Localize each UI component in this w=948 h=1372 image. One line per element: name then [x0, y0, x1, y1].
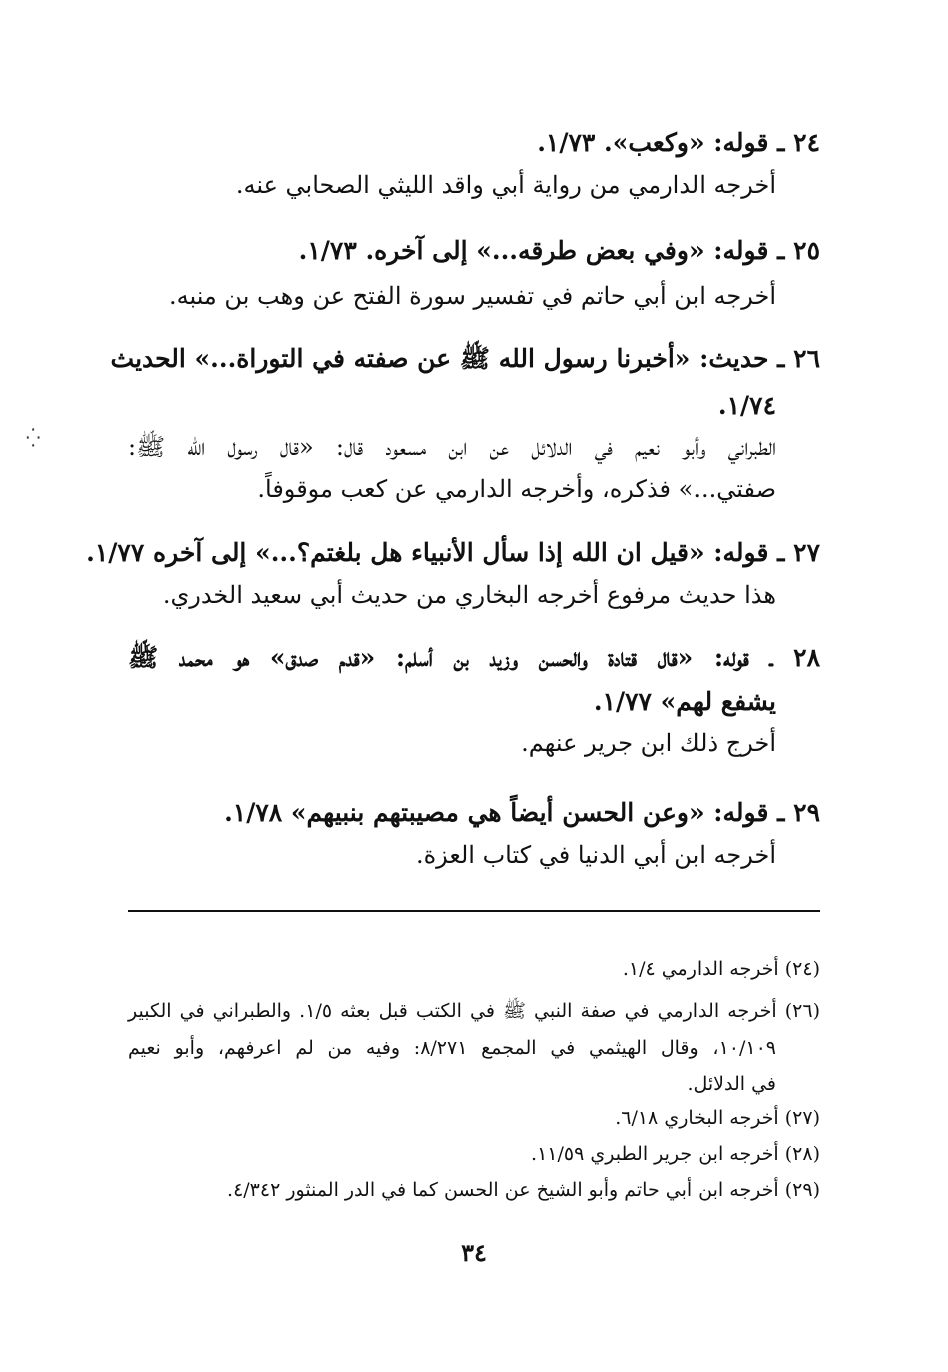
footnote-24: (٢٤) أخرجه الدارمي ١/٤.	[622, 958, 820, 980]
entry-27-text: هذا حديث مرفوع أخرجه البخاري من حديث أبي سعيد الخدري.	[162, 581, 776, 609]
entry-26-text-line-1: الطبراني وأبو نعيم في الدلائل عن ابن مسعود قال: «قال رسول الله ﷺ:	[128, 433, 776, 461]
entry-26-text-line-2: صفتي...» فذكره، وأخرجه الدارمي عن كعب موقوفاً.	[257, 475, 776, 503]
entry-28-heading: ٢٨ ـ قوله: «قال قتادة والحسن وزيد بن أسلم: «قدم صدق» هو محمد ﷺ	[128, 643, 820, 672]
footnote-26-line-3: في الدلائل.	[687, 1073, 776, 1095]
footnote-separator	[128, 910, 820, 912]
entry-25-text: أخرجه ابن أبي حاتم في تفسير سورة الفتح عن وهب بن منبه.	[168, 282, 776, 310]
footnote-26-line-1: (٢٦) أخرجه الدارمي في صفة النبي ﷺ في الكتب قبل بعثه ١/٥. والطبراني في الكبير	[128, 1000, 820, 1022]
entry-28-heading-cont: يشفع لهم» ١/٧٧.	[593, 687, 776, 716]
entry-24-heading: ٢٤ ـ قوله: «وكعب». ١/٧٣.	[537, 128, 820, 157]
footnote-29: (٢٩) أخرجه ابن أبي حاتم وأبو الشيخ عن الحسن كما في الدر المنثور ٤/٣٤٢.	[227, 1179, 820, 1201]
footnote-26-line-2: ١٠/١٠٩، وقال الهيثمي في المجمع ٨/٢٧١: وفيه من لم اعرفهم، وأبو نعيم	[128, 1037, 776, 1059]
entry-25-heading: ٢٥ ـ قوله: «وفي بعض طرقه...» إلى آخره. ١/٧٣.	[298, 236, 820, 265]
entry-28-text: أخرج ذلك ابن جرير عنهم.	[521, 729, 776, 757]
footnote-27: (٢٧) أخرجه البخاري ٦/١٨.	[615, 1107, 820, 1129]
page-number: ٣٤	[461, 1238, 487, 1267]
entry-29-text: أخرجه ابن أبي الدنيا في كتاب العزة.	[415, 841, 776, 869]
footnote-28: (٢٨) أخرجه ابن جرير الطبري ١١/٥٩.	[531, 1143, 820, 1165]
entry-24-text: أخرجه الدارمي من رواية أبي واقد الليثي الصحابي عنه.	[235, 171, 776, 199]
entry-27-heading: ٢٧ ـ قوله: «قيل ان الله إذا سأل الأنبياء هل بلغتم؟...» إلى آخره ١/٧٧.	[86, 538, 820, 567]
entry-26-heading: ٢٦ ـ حديث: «أخبرنا رسول الله ﷺ عن صفته في التوراة...» الحديث	[110, 344, 820, 373]
entry-29-heading: ٢٩ ـ قوله: «وعن الحسن أيضاً هي مصيبتهم بنبيهم» ١/٧٨.	[224, 798, 820, 827]
scan-speck: ⁛	[26, 428, 41, 449]
entry-26-heading-cont: ١/٧٤.	[717, 391, 776, 420]
